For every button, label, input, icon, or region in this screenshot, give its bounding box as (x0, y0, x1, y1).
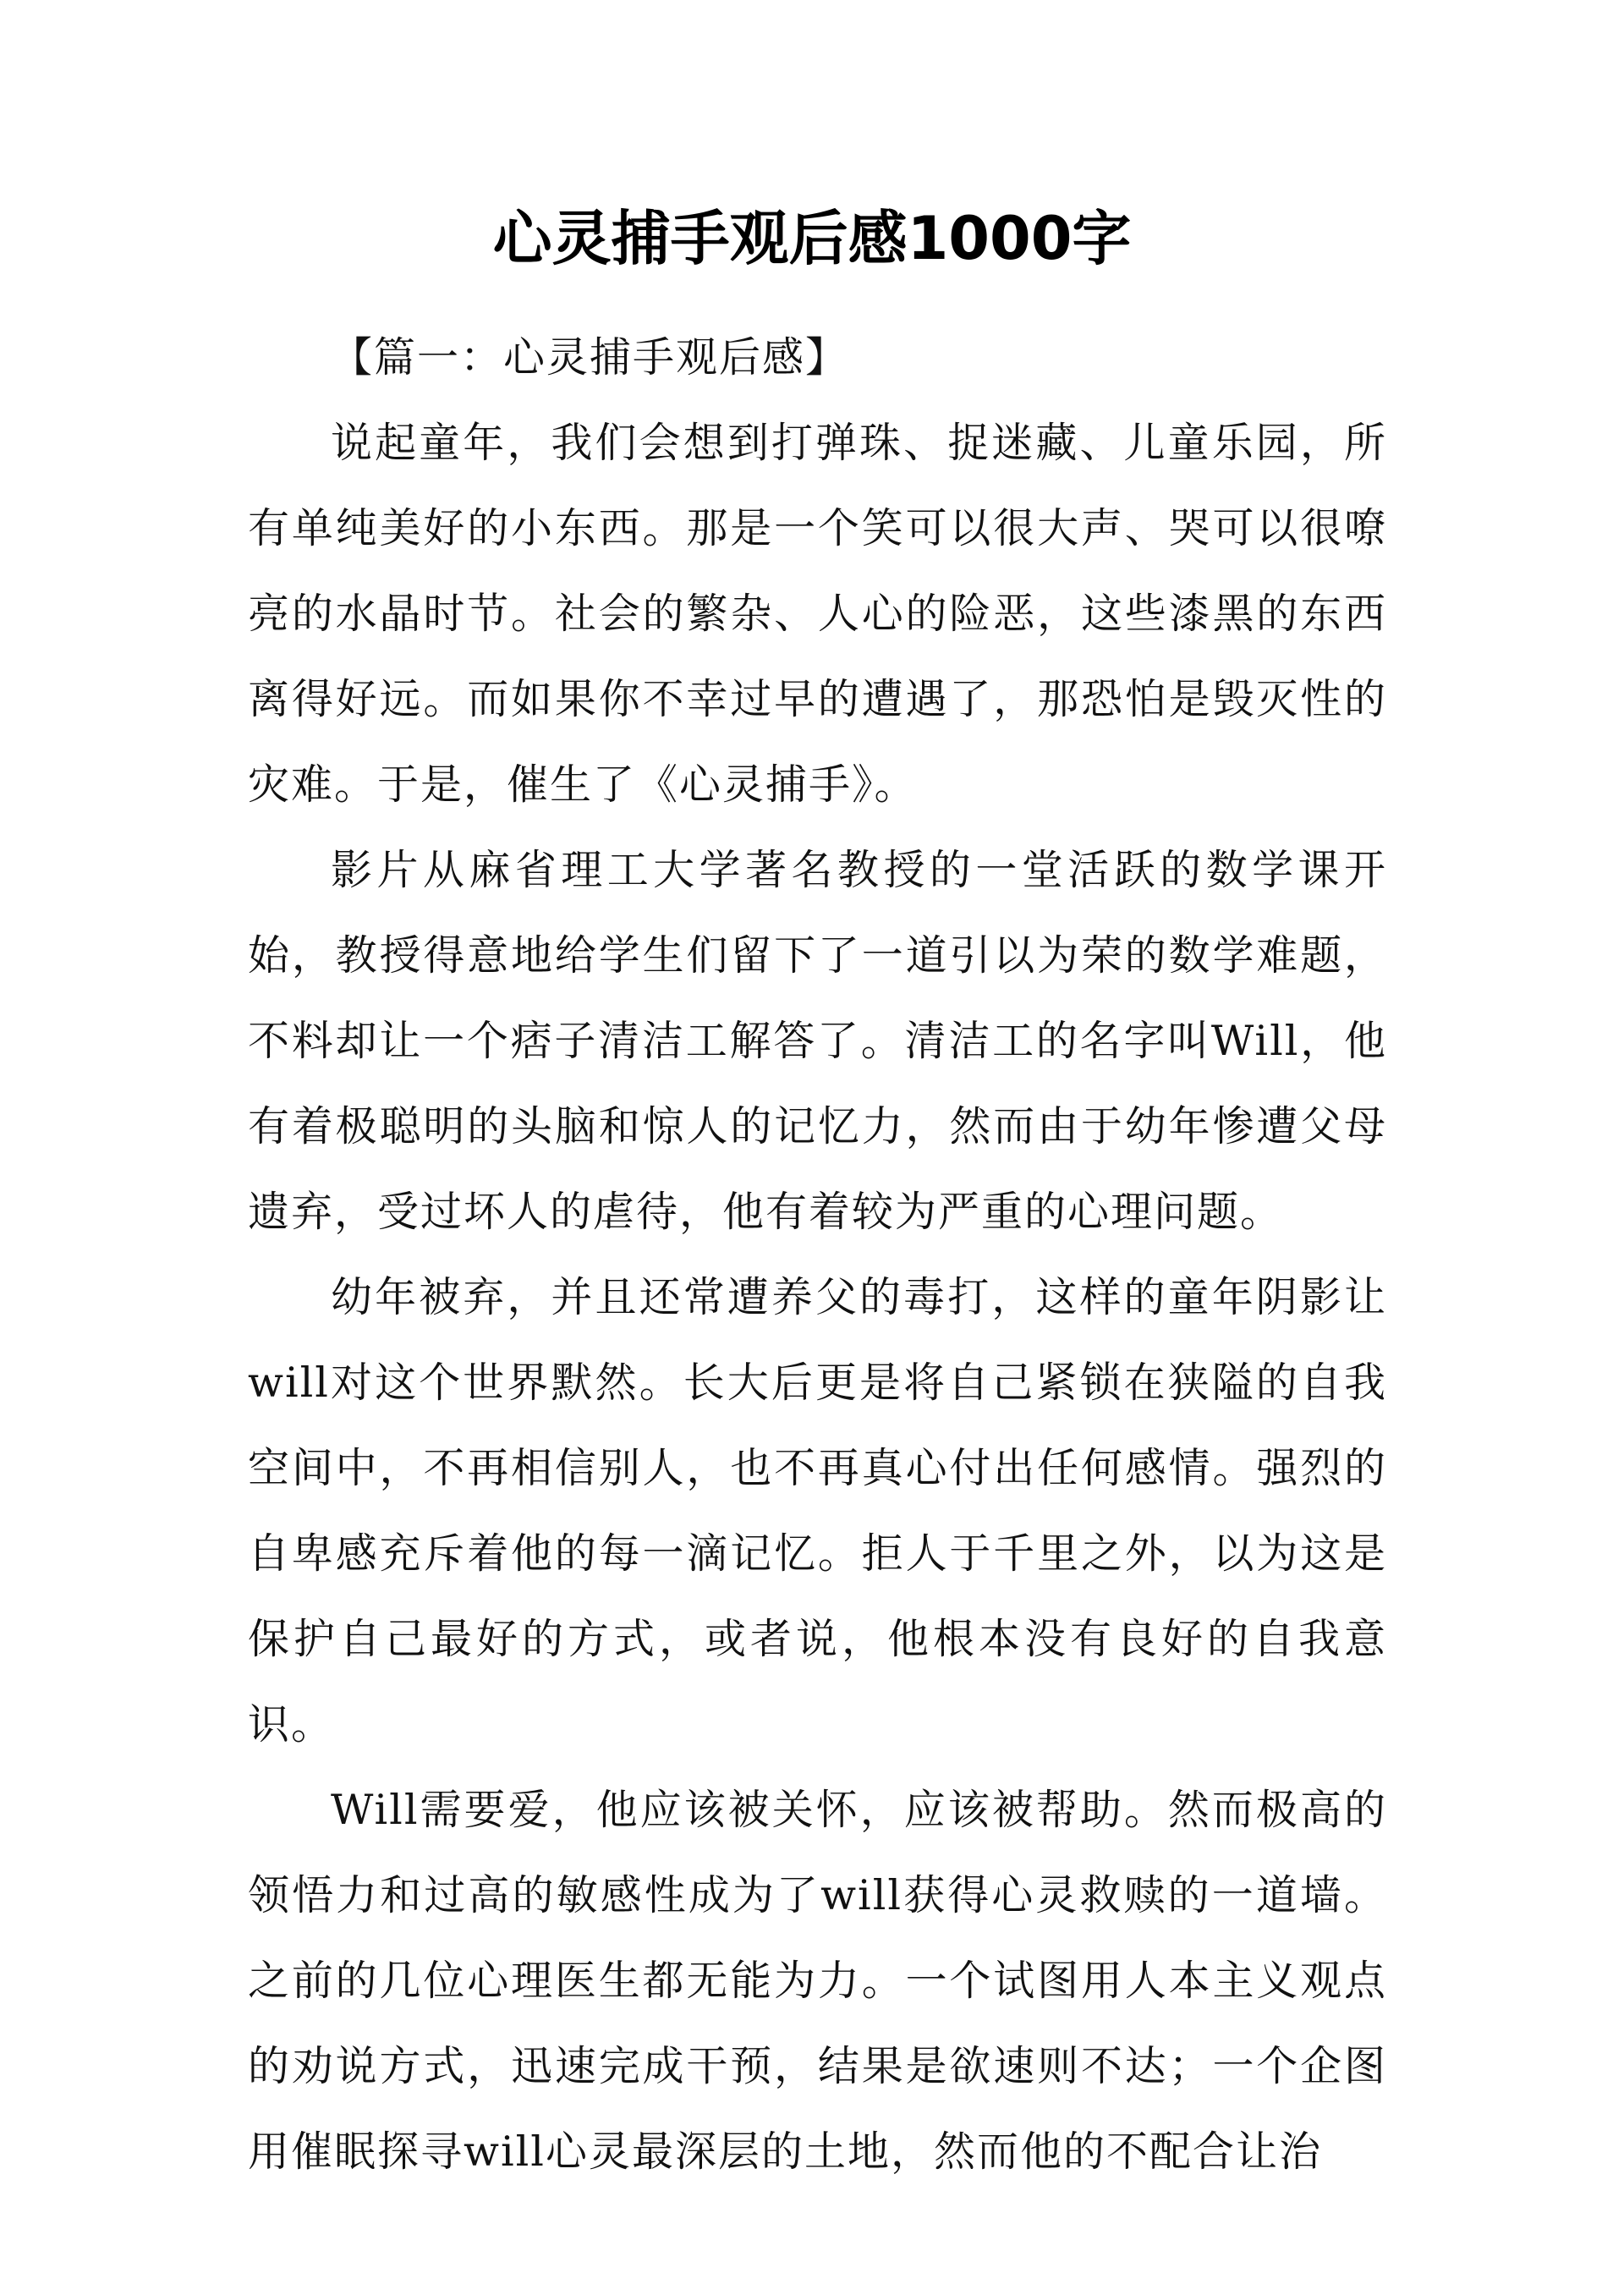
paragraph-4: Will需要爱，他应该被关怀，应该被帮助。然而极高的领悟力和过高的敏感性成为了will获得心灵救赎的一道墙。之前的几位心理医生都无能为力。一个试图用人本主义观点的劝说方式，迅速完成干预，结果是欲速则不达；一个企图用催眠探寻will心灵最深层的土地，然而他的不配合让治 (248, 1786, 1387, 2176)
document-title: 心灵捕手观后感1000字 (492, 204, 1132, 273)
document-body (248, 315, 1387, 2194)
paragraph-2: 影片从麻省理工大学著名教授的一堂活跃的数学课开始，教授得意地给学生们留下了一道引以为荣的数学难题，不料却让一个痞子清洁工解答了。清洁工的名字叫Will，他有着极聪明的头脑和惊人的记忆力，然而由于幼年惨遭父母遗弃，受过坏人的虐待，他有着较为严重的心理问题。 (248, 846, 1387, 1236)
paragraph-3: 幼年被弃，并且还常遭养父的毒打，这样的童年阴影让will对这个世界默然。长大后更是将自己紧锁在狭隘的自我空间中，不再相信别人，也不再真心付出任何感情。强烈的自卑感充斥着他的每一滴记忆。拒人于千里之外，以为这是保护自己最好的方式，或者说，他根本没有良好的自我意识。 (248, 1273, 1387, 1749)
paragraph-1: 说起童年，我们会想到打弹珠、捉迷藏、儿童乐园，所有单纯美好的小东西。那是一个笑可以很大声、哭可以很嘹亮的水晶时节。社会的繁杂、人心的险恶，这些漆黑的东西离得好远。而如果你不幸过早的遭遇了，那恐怕是毁灭性的灾难。于是，催生了《心灵捕手》。 (248, 419, 1387, 809)
section-heading: 【篇一：心灵捕手观后感】 (331, 333, 849, 382)
